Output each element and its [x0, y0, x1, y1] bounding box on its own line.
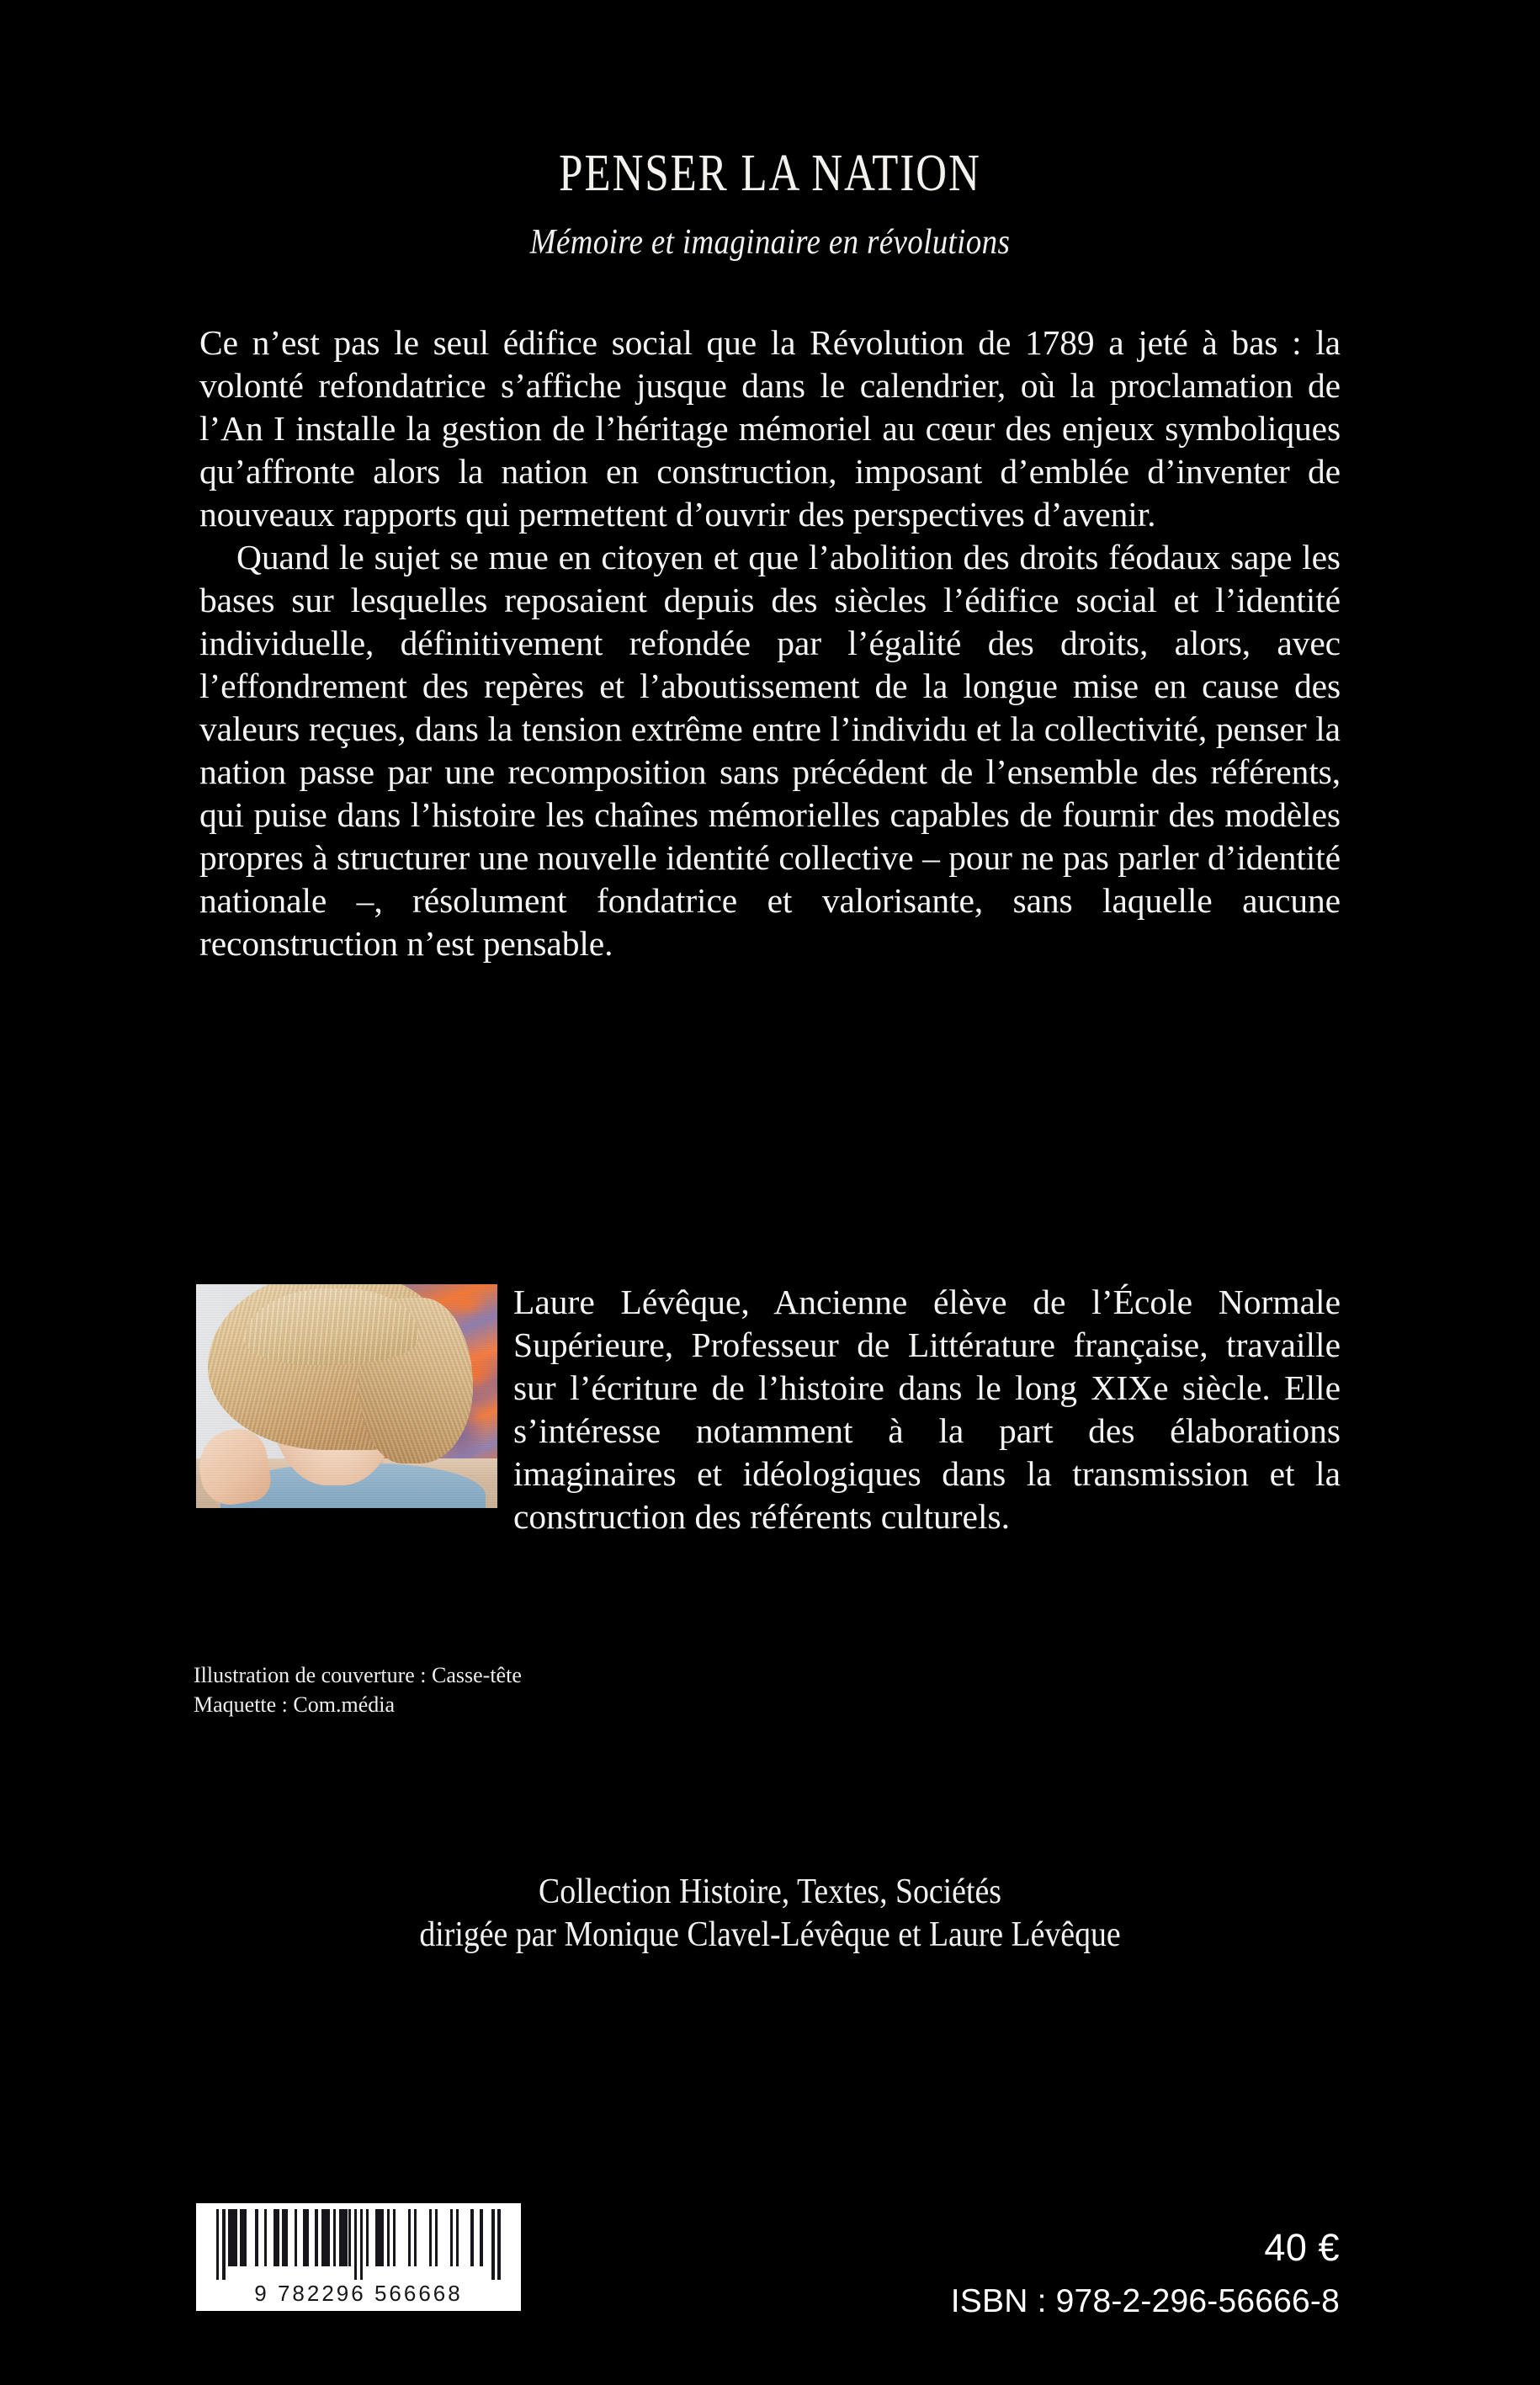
- blurb-paragraph-2: Quand le sujet se mue en citoyen et que l’abolition des droits féodaux sape les bases sur lesquelles reposaient depuis des siècles l’édifice social et l’identité individuelle, définitivement refondée par l’égalité des droits, alors, avec l’effondrement des repères et l’aboutissement de la longue mise en cause des valeurs reçues, dans la tension extrême entre l’individu et la collectivité, penser la nation passe par une recomposition sans précédent de l’ensemble des référents, qui puise dans l’histoire les chaînes mémorielles capables de fournir des modèles propres à structurer une nouvelle identité collective – pour ne pas parler d’identité nationale –, résolument fondatrice et valorisante, sans laquelle aucune reconstruction n’est pensable.: [199, 538, 1341, 963]
- cover-illustration-credit: Illustration de couverture : Casse-tête: [194, 1663, 522, 1687]
- isbn-label: ISBN : 978-2-296-56666-8: [950, 2283, 1340, 2319]
- page-title: PENSER LA NATION: [559, 145, 981, 202]
- blurb-text: [199, 321, 1341, 965]
- author-photo: [196, 1284, 497, 1508]
- barcode-digits: 9 782296 566668: [254, 2281, 463, 2306]
- collection-block: [0, 1871, 1540, 1957]
- credits-block: [194, 1660, 522, 1719]
- barcode-bars: [216, 2209, 501, 2280]
- collection-name: Collection Histoire, Textes, Sociétés: [539, 1872, 1001, 1911]
- layout-credit: Maquette : Com.média: [194, 1692, 396, 1717]
- price-label: 40 €: [1264, 2226, 1340, 2269]
- title-block: [0, 146, 1540, 262]
- blurb-paragraph-1: Ce n’est pas le seul édifice social que la Révolution de 1789 a jeté à bas : la volonté refondatrice s’affiche jusque dans le calendrier, où la proclamation de l’An I installe la gestion de l’héritage mémoriel au cœur des enjeux symboliques qu’affronte alors la nation en construction, imposant d’emblée d’inventer de nouveaux rapports qui permettent d’ouvrir des perspectives d’avenir.: [199, 323, 1341, 534]
- barcode: [196, 2203, 521, 2311]
- collection-directors: dirigée par Monique Clavel-Lévêque et Laure Lévêque: [419, 1915, 1121, 1954]
- author-bio-block: [196, 1281, 1341, 1538]
- page-subtitle: Mémoire et imaginaire en révolutions: [529, 223, 1011, 263]
- author-bio-text: Laure Lévêque, Ancienne élève de l’École Normale Supérieure, Professeur de Littérature française, travaille sur l’écriture de l’histoire dans le long XIXe siècle. Elle s’intéresse notamment à la part des élaborations imaginaires et idéologiques dans la transmission et la construction des référents culturels.: [513, 1283, 1341, 1536]
